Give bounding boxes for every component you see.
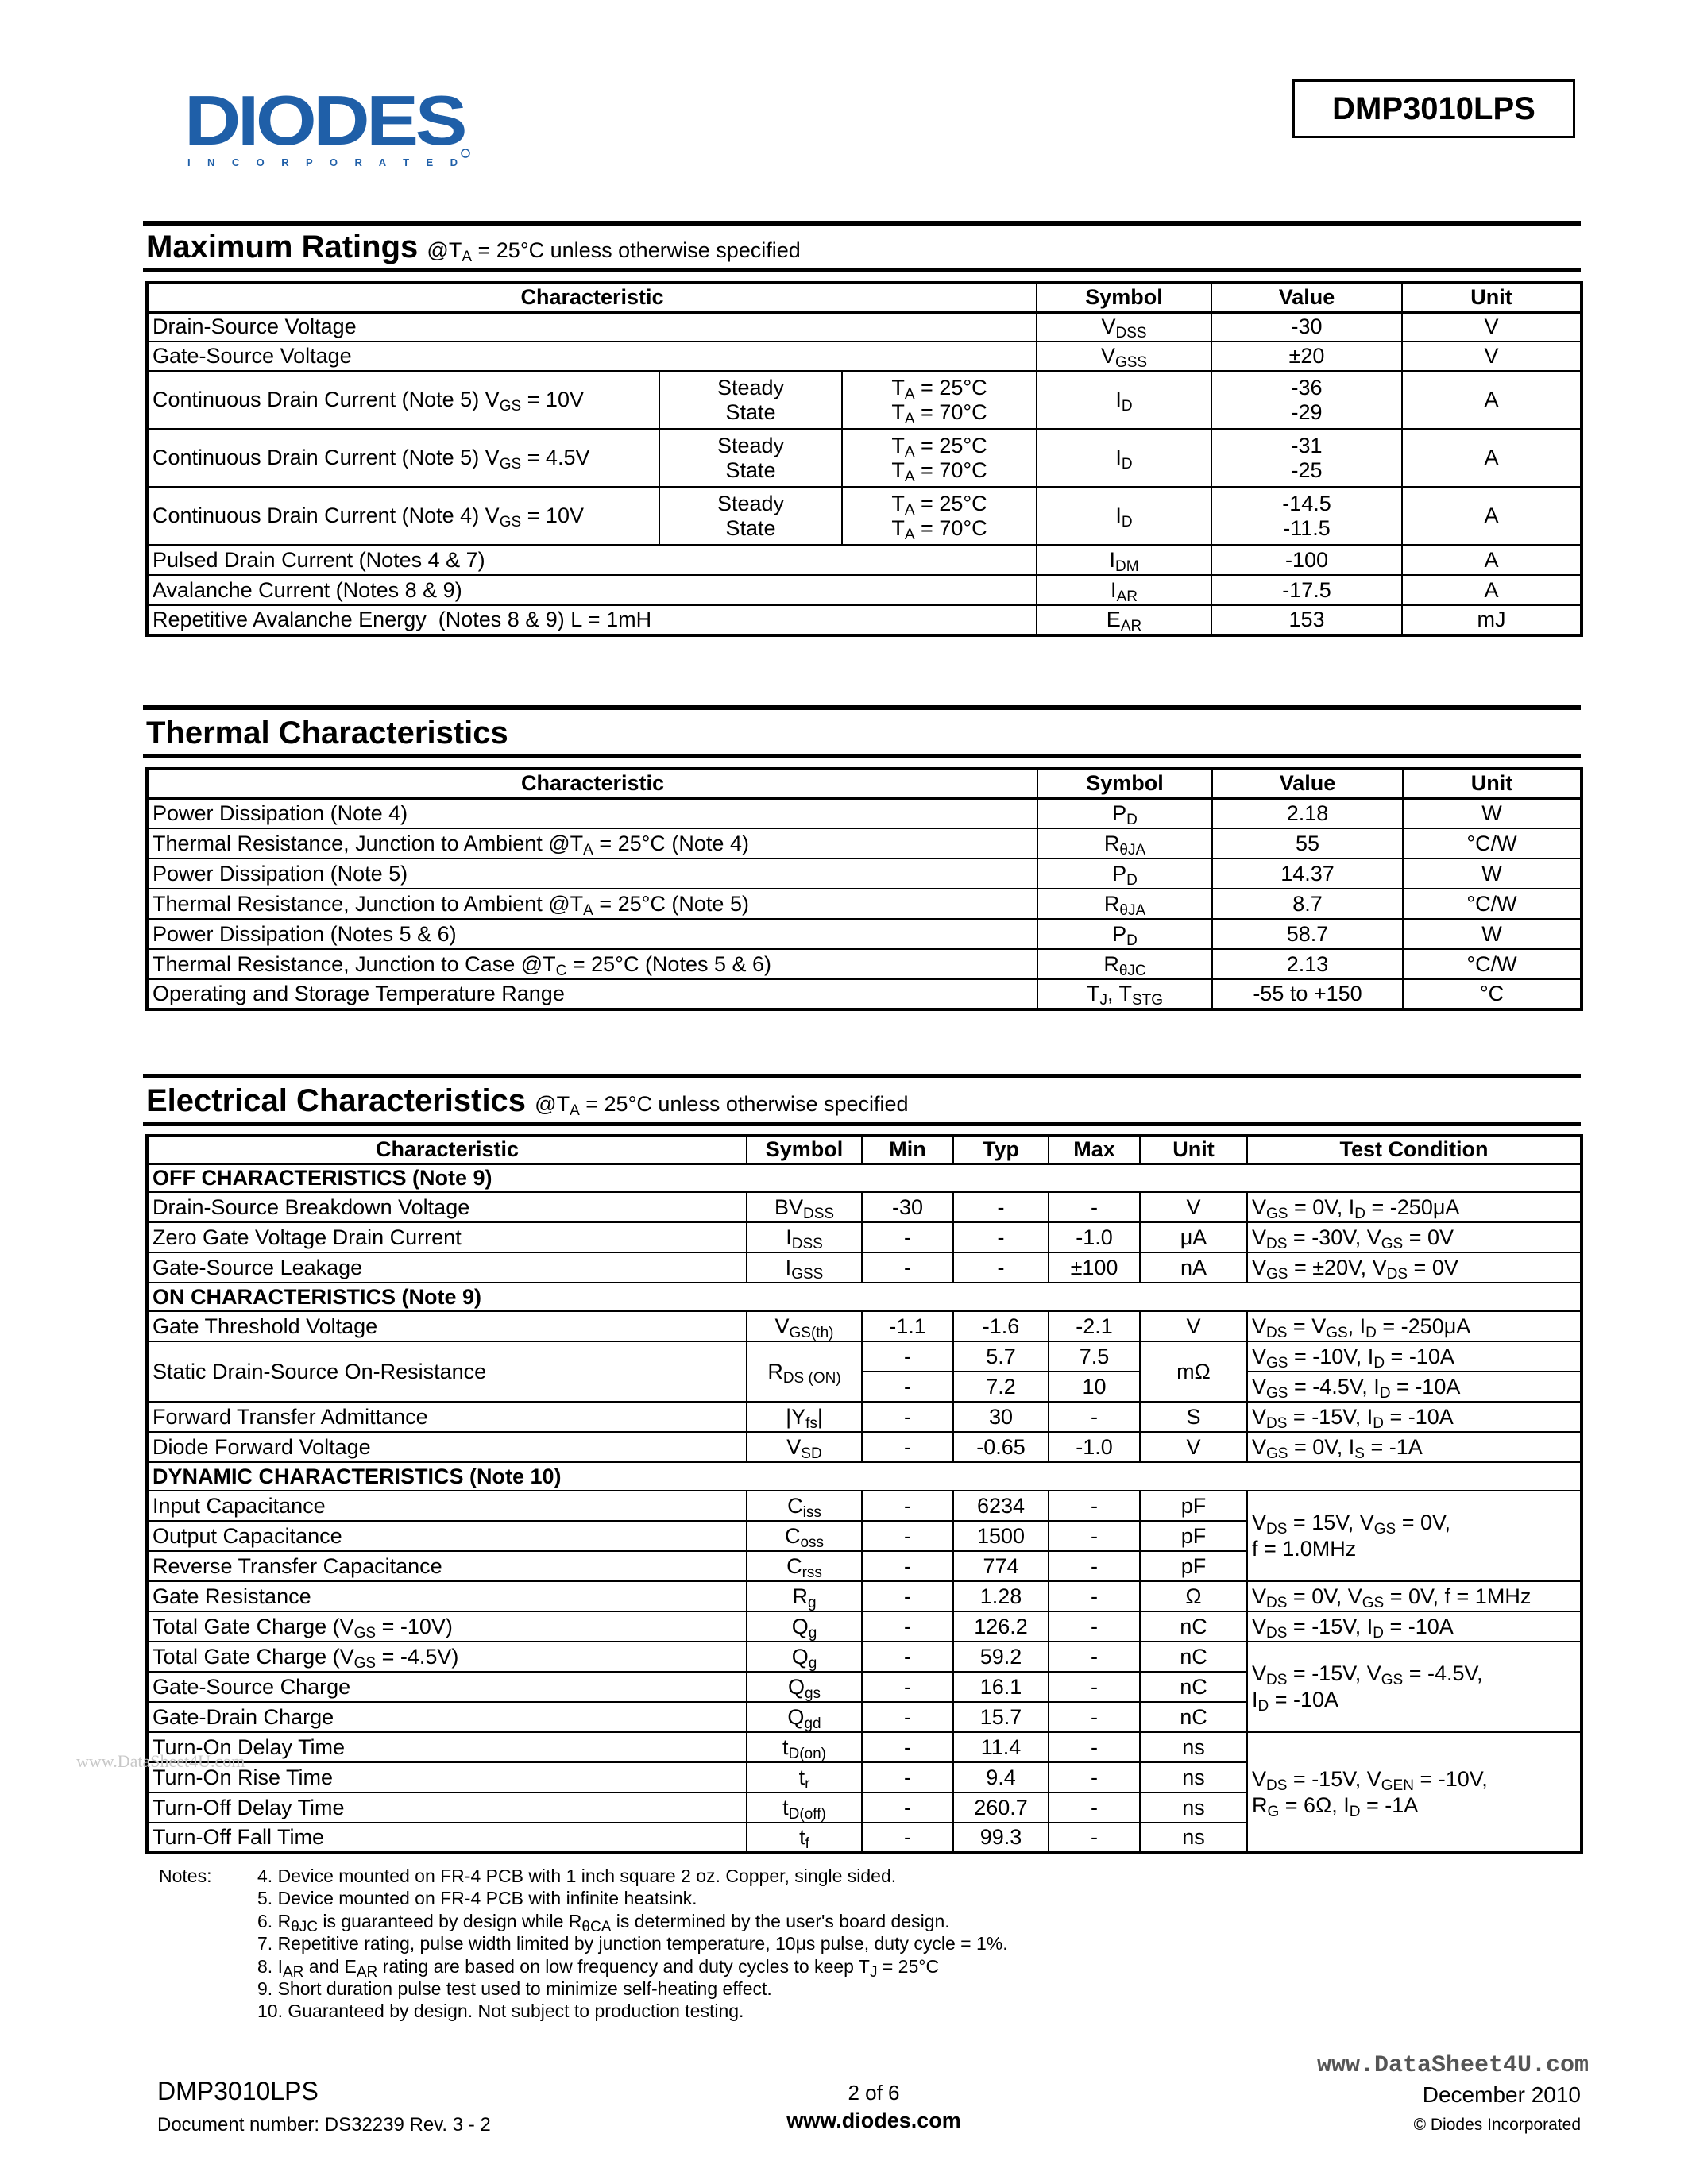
table-row: Diode Forward Voltage $V_{SD}$ - -0.65 -1.0 V $V_{GS} = 0V$, $I_S = -1A$ (147, 1432, 1582, 1462)
table-row: Drain-Source Breakdown Voltage $BV_{DSS}$ -30 - - V $V_{GS} = 0V$, $I_D = -250\mu A$ (147, 1192, 1582, 1222)
note-item: 4. Device mounted on FR-4 PCB with 1 inch square 2 oz. Copper, single sided. (257, 1866, 897, 1886)
table-row: Continuous Drain Current (Note 5) $V_{GS} = 10V$ Steady State $T_A = 25^\circ C$ $T_A = 70^\circ C$ $I_D$ -36 -29 A (147, 371, 1582, 429)
note-item: 5. Device mounted on FR-4 PCB with infinite heatsink. (257, 1888, 697, 1909)
table-row: Turn-On Delay Time $t_{D(on)}$ - 11.4 - ns $V_{DS} = -15V$, $V_{GEN} = -10V$, $R_G = 6\Omega$, $I_D = -1A$ (147, 1732, 1582, 1762)
table-row: Gate Threshold Voltage $V_{GS(th)}$ -1.1 -1.6 -2.1 V $V_{DS} = V_{GS}$, $I_D = -250\mu A$ (147, 1311, 1582, 1341)
max-ratings-header (143, 221, 1581, 272)
note-item: 6. $R_{\theta JC}$ is guaranteed by design while $R_{\theta CA}$ is determined by the user's board design. (257, 1910, 950, 1935)
table-row: Thermal Resistance, Junction to Ambient $@T_A = 25^\circ C$ (Note 4) $R_{\theta JA}$ 55 °C/W (147, 828, 1582, 859)
table-row: Output Capacitance $C_{oss}$ - 1500 - pF (147, 1521, 1582, 1551)
table-row: Thermal Resistance, Junction to Ambient $@T_A = 25^\circ C$ (Note 5) $R_{\theta JA}$ 8.7 °C/W (147, 889, 1582, 919)
table-row: Total Gate Charge $(V_{GS} = -4.5V)$ $Q_g$ - 59.2 - nC $V_{DS} = -15V$, $V_{GS} = -4.5V$, $I_D = -10A$ (147, 1642, 1582, 1672)
footer-site: www.diodes.com (786, 2109, 961, 2132)
footer-part: DMP3010LPS (157, 2077, 319, 2105)
table-row: Continuous Drain Current (Note 5) $V_{GS} = 4.5V$ Steady State $T_A = 25^\circ C$ $T_A = 70^\circ C$ $I_D$ -31 -25 A (147, 429, 1582, 487)
electrical-title: Electrical Characteristics (146, 1083, 527, 1118)
table-row: Power Dissipation (Note 4) $P_D$ 2.18 W (147, 798, 1582, 828)
table-row: Power Dissipation (Note 5) $P_D$ 14.37 W (147, 859, 1582, 889)
table-row: Forward Transfer Admittance $|Y_{fs}|$ - 30 - S $V_{DS} = -15V$, $I_D = -10A$ (147, 1402, 1582, 1432)
note-item: 10. Guaranteed by design. Not subject to production testing. (257, 2001, 744, 2022)
table-row: Turn-On Rise Time $t_r$ - 9.4 - ns (147, 1762, 1582, 1792)
table-row: Thermal Resistance, Junction to Case $@T_C = 25^\circ C$ (Notes 5 & 6) $R_{\theta JC}$ 2.13 °C/W (147, 949, 1582, 979)
table-row: Gate-Source Voltage $V_{GSS}$ ±20 V (147, 341, 1582, 371)
table-row: Gate-Source Leakage $I_{GSS}$ - - ±100 nA $V_{GS} = \pm 20V$, $V_{DS} = 0V$ (147, 1252, 1582, 1283)
footer-doc-number: Document number: DS32239 Rev. 3 - 2 (157, 2114, 491, 2136)
electrical-header (143, 1074, 1581, 1126)
max-ratings-condition: $@T_A = 25^\circ C$ unless otherwise specified (427, 238, 801, 265)
table-row: Turn-Off Delay Time $t_{D(off)}$ - 260.7 - ns (147, 1792, 1582, 1823)
table-row: Power Dissipation (Notes 5 & 6) $P_D$ 58.7 W (147, 919, 1582, 949)
part-number-box: DMP3010LPS (1292, 79, 1575, 138)
footer-date: December 2010 (1422, 2082, 1581, 2107)
electrical-table: Characteristic Symbol Min Typ Max Unit Test Condition OFF CHARACTERISTICS (Note 9) Drain-Source Breakdown Voltage $BV_{DSS}$ -30 - - V $V_{GS} = 0V$, $I_D = -250\mu A$ Zero Gate Voltage Drain Current $I_{DSS}$ - - -1.0 μA $V_{DS} = -30V$, $V_{GS} = 0V$ Gate-Source Leakage $I_{GSS}$ - - ±100 nA $V_{GS} = \pm 20V$, $V_{DS} = 0V$ ON CHARACTERISTICS (Note 9) Gate Threshold Voltage $V_{GS(th)}$ -1.1 -1.6 -2.1 V $V_{DS} = V_{GS}$, $I_D = -250\mu A$ Static Drain-Source On-Resistance $R_{DS (ON)}$ - 5.7 7.5 mΩ $V_{GS} = -10V$, $I_D = -10A$ - 7.2 10 $V_{GS} = -4.5V$, $I_D = -10A$ Forward Transfer Admittance $|Y_{fs}|$ - 30 - S $V_{DS} = -15V$, $I_D = -10A$ Diode Forward Voltage $V_{SD}$ - -0.65 -1.0 V $V_{GS} = 0V$, $I_S = -1A$ DYNAMIC CHARACTERISTICS (Note 10) Input Capacitance $C_{iss}$ - 6234 - pF $V_{DS} = 15V$, $V_{GS} = 0V$, f = 1.0MHz Output Capacitance $C_{oss}$ - 1500 - pF Reverse Transfer Capacitance $C_{rss}$ - 774 - pF Gate Resistance $R_g$ - 1.28 - Ω $V_{DS} = 0V$, $V_{GS} = 0V$, f = 1MHz Total Gate Charge $(V_{GS} = -10V)$ $Q_g$ - 126.2 - nC $V_{DS} = -15V$, $I_D = -10A$ Total Gate Charge $(V_{GS} = -4.5V)$ $Q_g$ - 59.2 - nC $V_{DS} = -15V$, $V_{GS} = -4.5V$, $I_D = -10A$ Gate-Source Charge $Q_{gs}$ - 16.1 - nC Gate-Drain Charge $Q_{gd}$ - 15.7 - nC Turn-On Delay Time $t_{D(on)}$ - 11.4 - ns $V_{DS} = -15V$, $V_{GEN} = -10V$, $R_G = 6\Omega$, $I_D = -1A$ Turn-On Rise Time $t_r$ - 9.4 - ns Turn-Off Delay Time $t_{D(off)}$ - 260.7 - ns Turn-Off Fall Time $t_f$ - 99.3 - ns (145, 1134, 1583, 1854)
thermal-table: Characteristic Symbol Value Unit Power Dissipation (Note 4) $P_D$ 2.18 W Thermal Resistance, Junction to Ambient $@T_A = 25^\circ C$ (Note 4) $R_{\theta JA}$ 55 °C/W Power Dissipation (Note 5) $P_D$ 14.37 W Thermal Resistance, Junction to Ambient $@T_A = 25^\circ C$ (Note 5) $R_{\theta JA}$ 8.7 °C/W Power Dissipation (Notes 5 & 6) $P_D$ 58.7 W Thermal Resistance, Junction to Case $@T_C = 25^\circ C$ (Notes 5 & 6) $R_{\theta JC}$ 2.13 °C/W Operating and Storage Temperature Range $T_J$, $T_{STG}$ -55 to +150 °C (145, 767, 1583, 1011)
thermal-title: Thermal Characteristics (146, 716, 508, 751)
footer-page: 2 of 6 (848, 2081, 900, 2105)
table-row: Static Drain-Source On-Resistance $R_{DS (ON)}$ - 5.7 7.5 mΩ $V_{GS} = -10V$, $I_D = -10A$ (147, 1341, 1582, 1372)
table-row: Zero Gate Voltage Drain Current $I_{DSS}$ - - -1.0 μA $V_{DS} = -30V$, $V_{GS} = 0V$ (147, 1222, 1582, 1252)
side-watermark: www.DataSheet4U.com (76, 1751, 245, 1771)
electrical-condition: $@T_A = 25^\circ C$ unless otherwise specified (535, 1092, 909, 1119)
logo-text: DIODES (184, 87, 465, 160)
table-row: Gate-Source Charge $Q_{gs}$ - 16.1 - nC (147, 1672, 1582, 1702)
table-row: Drain-Source Voltage $V_{DSS}$ -30 V (147, 312, 1582, 341)
notes-label: Notes: (159, 1866, 212, 1886)
diodes-logo (184, 87, 470, 175)
thermal-header (143, 705, 1581, 758)
table-row: Avalanche Current (Notes 8 & 9) $I_{AR}$ -17.5 A (147, 575, 1582, 605)
table-row: Gate Resistance $R_g$ - 1.28 - Ω $V_{DS} = 0V$, $V_{GS} = 0V$, f = 1MHz (147, 1581, 1582, 1611)
table-row: Gate-Drain Charge $Q_{gd}$ - 15.7 - nC (147, 1702, 1582, 1732)
table-row: Pulsed Drain Current (Notes 4 & 7) $I_{DM}$ -100 A (147, 545, 1582, 575)
table-row: Total Gate Charge $(V_{GS} = -10V)$ $Q_g$ - 126.2 - nC $V_{DS} = -15V$, $I_D = -10A$ (147, 1611, 1582, 1642)
note-item: 9. Short duration pulse test used to minimize self-heating effect. (257, 1978, 772, 2000)
footer-copyright: © Diodes Incorporated (1413, 2116, 1581, 2134)
logo-subtext: I N C O R P O R A T E D (187, 156, 458, 168)
table-row: Input Capacitance $C_{iss}$ - 6234 - pF $V_{DS} = 15V$, $V_{GS} = 0V$, f = 1.0MHz (147, 1491, 1582, 1521)
table-row: - 7.2 10 $V_{GS} = -4.5V$, $I_D = -10A$ (147, 1372, 1582, 1402)
table-row: Continuous Drain Current (Note 4) $V_{GS} = 10V$ Steady State $T_A = 25^\circ C$ $T_A = 70^\circ C$ $I_D$ -14.5 -11.5 A (147, 487, 1582, 545)
table-row: Repetitive Avalanche Energy (Notes 8 & 9) L = 1mH $E_{AR}$ 153 mJ (147, 605, 1582, 635)
table-row: Operating and Storage Temperature Range $T_J$, $T_{STG}$ -55 to +150 °C (147, 979, 1582, 1009)
note-item: 7. Repetitive rating, pulse width limited by junction temperature, 10μs pulse, duty cycle = 1%. (257, 1933, 1008, 1954)
max-ratings-table: Characteristic Symbol Value Unit Drain-Source Voltage $V_{DSS}$ -30 V Gate-Source Voltage $V_{GSS}$ ±20 V Continuous Drain Current (Note 5) $V_{GS} = 10V$ Steady State $T_A = 25^\circ C$ $T_A = 70^\circ C$ $I_D$ -36 -29 A Continuous Drain Current (Note 5) $V_{GS} = 4.5V$ Steady State $T_A = 25^\circ C$ $T_A = 70^\circ C$ $I_D$ -31 -25 A Continuous Drain Current (Note 4) $V_{GS} = 10V$ Steady State $T_A = 25^\circ C$ $T_A = 70^\circ C$ $I_D$ -14.5 -11.5 A Pulsed Drain Current (Notes 4 & 7) $I_{DM}$ -100 A Avalanche Current (Notes 8 & 9) $I_{AR}$ -17.5 A Repetitive Avalanche Energy (Notes 8 & 9) L = 1mH $E_{AR}$ 153 mJ (145, 281, 1583, 637)
note-item: 8. $I_{AR}$ and $E_{AR}$ rating are based on low frequency and duty cycles to keep $T_J = 25^\circ C$ (257, 1955, 940, 1981)
table-row: Turn-Off Fall Time $t_f$ - 99.3 - ns (147, 1823, 1582, 1853)
table-row: Reverse Transfer Capacitance $C_{rss}$ - 774 - pF (147, 1551, 1582, 1581)
footer-watermark: www.DataSheet4U.com (1316, 2052, 1589, 2079)
max-ratings-title: Maximum Ratings (146, 230, 419, 264)
